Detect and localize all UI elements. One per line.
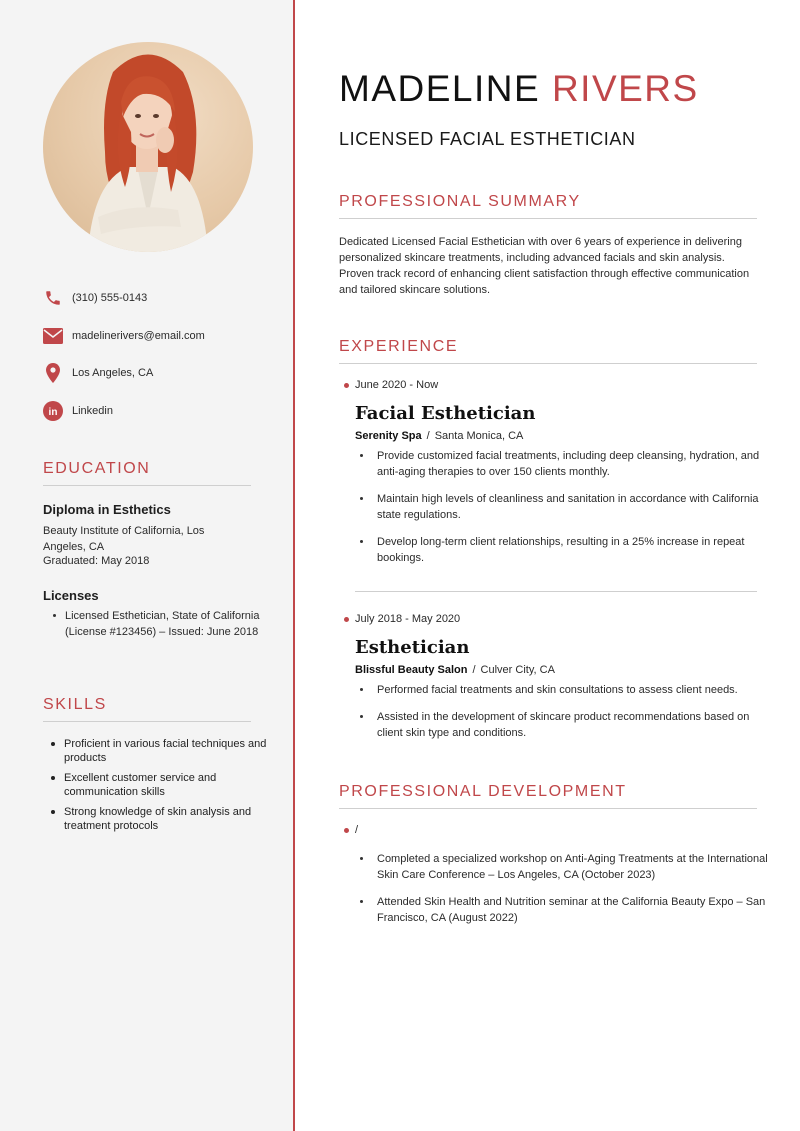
linkedin-link[interactable]: Linkedin [72, 404, 113, 417]
linkedin-icon [42, 401, 64, 421]
last-name: RIVERS [551, 68, 699, 109]
skills-list [50, 738, 275, 840]
license-item: Licensed Esthetician, State of California (License #123456) – Issued: June 2018 [52, 608, 262, 640]
education-school: Beauty Institute of California, Los Angeles, CA [43, 525, 205, 553]
licenses-heading: Licenses [43, 588, 99, 603]
svg-text:in: in [48, 406, 58, 418]
education-date: Graduated: May 2018 [43, 555, 150, 567]
phone-number: (310) 555-0143 [72, 292, 148, 304]
company-name: Serenity Spa [355, 430, 422, 442]
development-bullets [377, 851, 772, 926]
location-text: Los Angeles, CA [72, 367, 154, 379]
contact-linkedin[interactable] [42, 401, 272, 421]
contact-phone[interactable] [42, 288, 272, 308]
experience-company-line [355, 430, 769, 442]
experience-bullet: Provide customized facial treatments, including deep cleansing, hydration, and anti-aging therapies to over 150 clients monthly. [377, 448, 772, 480]
licenses-list [52, 608, 262, 640]
job-title: LICENSED FACIAL ESTHETICIAN [339, 129, 636, 149]
timeline-dot [344, 828, 349, 833]
timeline-dot [344, 617, 349, 622]
experience-dates [339, 379, 769, 393]
company-location: Santa Monica, CA [434, 430, 524, 442]
development-bullet: Completed a specialized workshop on Anti-Aging Treatments at the International Skin Care Conference – Los Angeles, CA (October 2023) [377, 851, 772, 883]
company-separator: / [472, 664, 476, 676]
development-item [339, 824, 769, 937]
experience-item [339, 613, 769, 752]
summary-heading: PROFESSIONAL SUMMARY [339, 193, 757, 219]
experience-divider [355, 591, 757, 592]
development-heading: PROFESSIONAL DEVELOPMENT [339, 783, 757, 809]
company-separator: / [426, 430, 430, 442]
summary-text: Dedicated Licensed Facial Esthetician with over 6 years of experience in delivering personalized skincare treatments, including advanced facials and skin analysis. Proven track record of enhancing client satisfaction through effective communication and tailored skincare solutions. [339, 236, 750, 296]
education-heading: EDUCATION [43, 460, 251, 486]
contact-email[interactable] [42, 326, 272, 346]
experience-date-text: July 2018 - May 2020 [355, 613, 461, 625]
contact-location [42, 363, 272, 383]
experience-company-line [355, 664, 769, 676]
development-bullet: Attended Skin Health and Nutrition seminar at the California Beauty Expo – San Francisco, CA (August 2022) [377, 894, 772, 926]
experience-dates [339, 613, 769, 627]
experience-item [339, 379, 769, 577]
timeline-dot [344, 383, 349, 388]
skill-item: Proficient in various facial techniques and products [50, 738, 275, 765]
experience-date-text: June 2020 - Now [355, 379, 439, 391]
profile-photo [43, 42, 253, 252]
first-name: MADELINE [339, 68, 541, 109]
email-icon [42, 326, 64, 346]
skill-item: Strong knowledge of skin analysis and treatment protocols [50, 806, 275, 833]
experience-bullets [377, 682, 772, 741]
development-header [339, 824, 769, 838]
company-name: Blissful Beauty Salon [355, 664, 468, 676]
sidebar [0, 0, 295, 1131]
education-degree: Diploma in Esthetics [43, 502, 171, 517]
development-separator: / [355, 824, 359, 836]
experience-bullets [377, 448, 772, 566]
skills-heading: SKILLS [43, 696, 251, 722]
skill-item: Excellent customer service and communication skills [50, 772, 275, 799]
experience-role: Facial Esthetician [355, 403, 536, 424]
experience-heading: EXPERIENCE [339, 338, 757, 364]
location-icon [42, 363, 64, 383]
experience-role: Esthetician [355, 637, 470, 658]
phone-icon [42, 288, 64, 308]
experience-bullet: Develop long-term client relationships, resulting in a 25% increase in repeat bookings. [377, 534, 772, 566]
candidate-name [339, 68, 699, 110]
contact-list [42, 288, 272, 438]
company-location: Culver City, CA [480, 664, 555, 676]
experience-bullet: Maintain high levels of cleanliness and sanitation in accordance with California state regulations. [377, 491, 772, 523]
experience-bullet: Assisted in the development of skincare product recommendations based on client skin type and conditions. [377, 709, 772, 741]
experience-bullet: Performed facial treatments and skin consultations to assess client needs. [377, 682, 772, 698]
email-address: madelinerivers@email.com [72, 329, 205, 342]
